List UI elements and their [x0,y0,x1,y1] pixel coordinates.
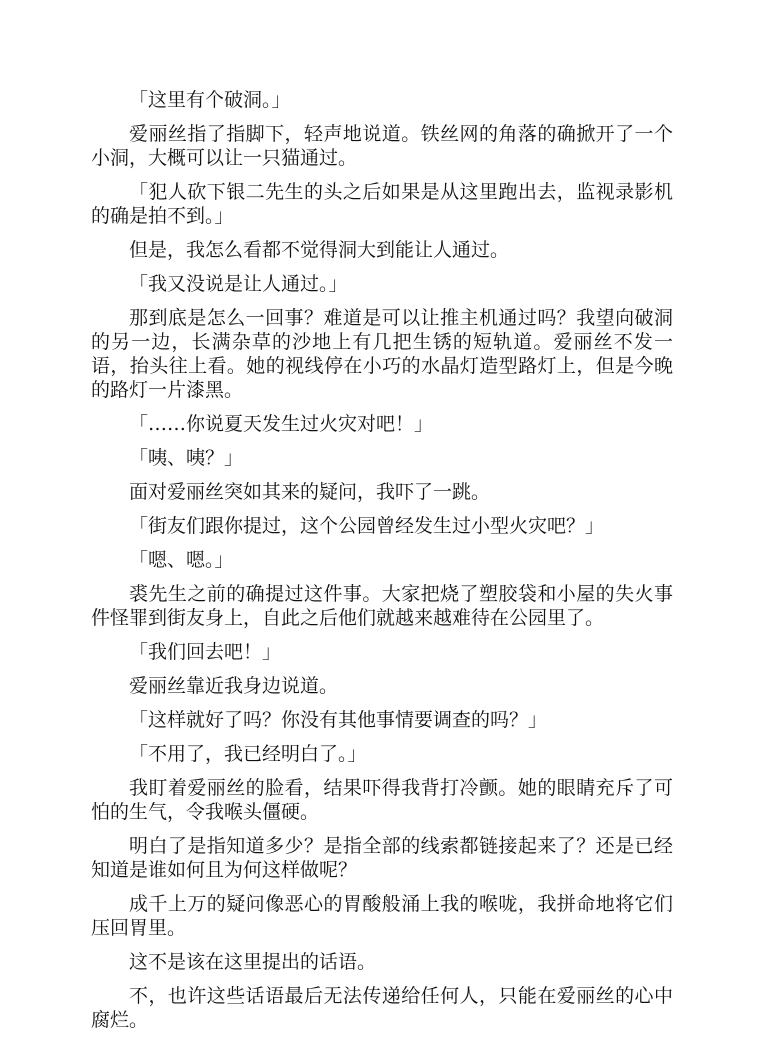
paragraph-1: 「这里有个破洞。」 [129,89,291,111]
paragraph-14: 爱丽丝靠近我身边说道。 [129,675,339,697]
paragraph-8: 「咦、咦？」 [129,447,244,469]
paragraph-2: 爱丽丝指了指脚下，轻声地说道。铁丝网的角落的确掀开了一个小洞，大概可以让一只猫通过。 [91,123,673,169]
paragraph-6: 那到底是怎么一回事？难道是可以让推主机通过吗？我望向破洞的另一边，长满杂草的沙地上有几把生锈的短轨道。爱丽丝不发一语，抬头往上看。她的视线停在小巧的水晶灯造型路灯上，但是今晚的路灯一片漆黑。 [91,307,673,401]
paragraph-9: 面对爱丽丝突如其来的疑问，我吓了一跳。 [129,481,491,503]
paragraph-13: 「我们回去吧！」 [129,641,282,663]
paragraph-21: 不，也许这些话语最后无法传递给任何人，只能在爱丽丝的心中腐烂。 [91,985,673,1031]
paragraph-20: 这不是该在这里提出的话语。 [129,951,377,973]
paragraph-17: 我盯着爱丽丝的脸看，结果吓得我背打冷颤。她的眼睛充斥了可怕的生气，令我喉头僵硬。 [91,777,673,823]
paragraph-15: 「这样就好了吗？你没有其他事情要调查的吗？」 [129,709,548,731]
paragraph-3: 「犯人砍下银二先生的头之后如果是从这里跑出去，监视录影机的确是拍不到。」 [91,181,673,227]
paragraph-5: 「我又没说是让人通过。」 [129,273,348,295]
paragraph-19: 成千上万的疑问像恶心的胃酸般涌上我的喉咙，我拼命地将它们压回胃里。 [91,893,673,939]
paragraph-7: 「……你说夏天发生过火灾对吧！」 [129,413,434,435]
paragraph-16: 「不用了，我已经明白了。」 [129,743,367,765]
paragraph-12: 裘先生之前的确提过这件事。大家把烧了塑胶袋和小屋的失火事件怪罪到街友身上，自此之后他们就越来越难待在公园里了。 [91,583,673,629]
document-page [91,88,673,1042]
paragraph-4: 但是，我怎么看都不觉得洞大到能让人通过。 [129,239,510,261]
paragraph-11: 「嗯、嗯。」 [129,549,234,571]
paragraph-18: 明白了是指知道多少？是指全部的线索都链接起来了？还是已经知道是谁如何且为何这样做呢？ [91,835,673,881]
paragraph-10: 「街友们跟你提过，这个公园曾经发生过小型火灾吧？」 [129,515,605,537]
